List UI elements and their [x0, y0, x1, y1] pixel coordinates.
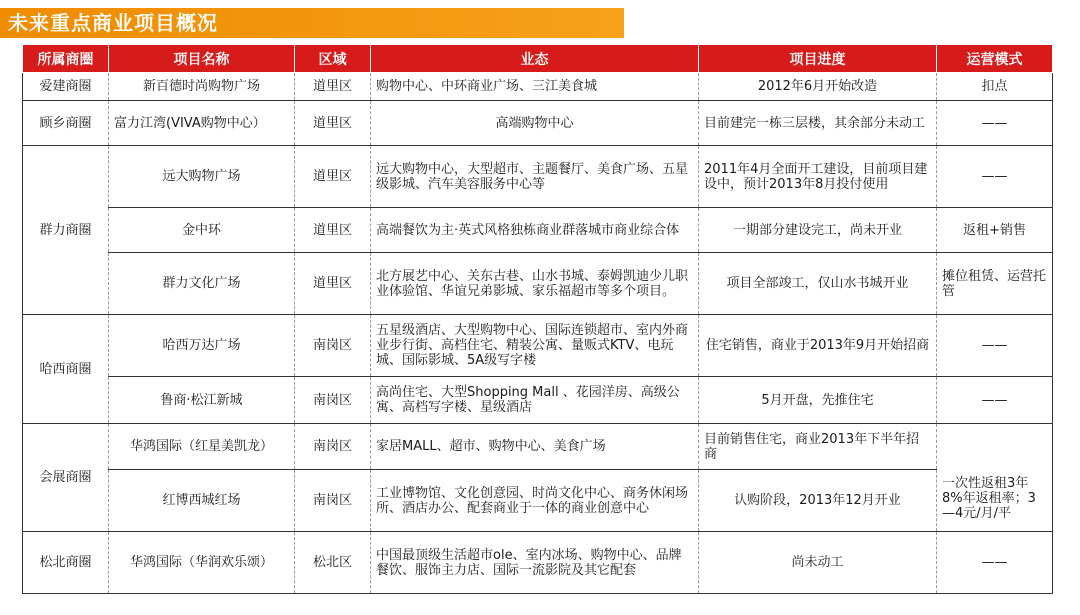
header-district: 区域 — [295, 45, 371, 73]
project-name-cell: 哈西万达广场 — [109, 315, 295, 377]
table-row — [23, 532, 1053, 594]
progress-cell: 目前销售住宅，商业2013年下半年招商 — [699, 424, 937, 470]
business-cell: 远大购物中心，大型超市、主题餐厅、美食广场、五星级影城、汽车美容服务中心等 — [371, 146, 699, 208]
district-cell: 道里区 — [295, 208, 371, 253]
progress-cell: 尚未动工 — [699, 532, 937, 594]
project-name-cell: 华鸿国际（红星美凯龙） — [109, 424, 295, 470]
circle-cell: 顾乡商圈 — [23, 101, 109, 146]
header-name: 项目名称 — [109, 45, 295, 73]
project-name-cell: 群力文化广场 — [109, 253, 295, 315]
project-name-cell: 金中环 — [109, 208, 295, 253]
progress-cell: 目前建完一栋三层楼，其余部分未动工 — [699, 101, 937, 146]
circle-cell: 松北商圈 — [23, 532, 109, 594]
district-cell: 道里区 — [295, 253, 371, 315]
progress-cell: 项目全部竣工，仅山水书城开业 — [699, 253, 937, 315]
circle-cell: 群力商圈 — [23, 146, 109, 315]
progress-cell: 一期部分建设完工，尚未开业 — [699, 208, 937, 253]
progress-cell: 住宅销售，商业于2013年9月开始招商 — [699, 315, 937, 377]
table-row — [23, 253, 1053, 315]
business-cell: 家居MALL、超市、购物中心、美食广场 — [371, 424, 699, 470]
project-name-cell: 富力江湾(VIVA购物中心） — [109, 101, 295, 146]
mode-cell: 返租+销售 — [937, 208, 1053, 253]
circle-cell: 爱建商圈 — [23, 73, 109, 101]
progress-cell: 认购阶段，2013年12月开业 — [699, 470, 937, 532]
table-row — [23, 101, 1053, 146]
district-cell: 道里区 — [295, 146, 371, 208]
mode-cell: 一次性返租3年8%年返租率；3—4元/月/平 — [937, 424, 1053, 532]
project-name-cell: 远大购物广场 — [109, 146, 295, 208]
district-cell: 南岗区 — [295, 377, 371, 424]
project-table — [22, 44, 1053, 594]
mode-cell: —— — [937, 532, 1053, 594]
table-row — [23, 424, 1053, 470]
project-name-cell: 红博西城红场 — [109, 470, 295, 532]
business-cell: 高端餐饮为主·英式风格独栋商业群落城市商业综合体 — [371, 208, 699, 253]
business-cell: 购物中心、中环商业广场、三江美食城 — [371, 73, 699, 101]
district-cell: 南岗区 — [295, 315, 371, 377]
project-name-cell: 新百德时尚购物广场 — [109, 73, 295, 101]
project-name-cell: 华鸿国际（华润欢乐颂） — [109, 532, 295, 594]
header-mode: 运营模式 — [937, 45, 1053, 73]
mode-cell: 扣点 — [937, 73, 1053, 101]
table-row — [23, 208, 1053, 253]
page-title: 未来重点商业项目概况 — [0, 8, 624, 38]
table-row — [23, 146, 1053, 208]
header-progress: 项目进度 — [699, 45, 937, 73]
district-cell: 道里区 — [295, 101, 371, 146]
table-row — [23, 315, 1053, 377]
mode-cell: —— — [937, 101, 1053, 146]
district-cell: 松北区 — [295, 532, 371, 594]
header-business: 业态 — [371, 45, 699, 73]
business-cell: 五星级酒店、大型购物中心、国际连锁超市、室内外商业步行街、高档住宅、精装公寓、量贩式KTV、电玩城、国际影城、5A级写字楼 — [371, 315, 699, 377]
district-cell: 南岗区 — [295, 470, 371, 532]
progress-cell: 5月开盘，先推住宅 — [699, 377, 937, 424]
table-row — [23, 470, 1053, 532]
mode-cell: —— — [937, 146, 1053, 208]
circle-cell: 会展商圈 — [23, 424, 109, 532]
mode-cell: —— — [937, 377, 1053, 424]
mode-cell: 摊位租赁、运营托管 — [937, 253, 1053, 315]
progress-cell: 2011年4月全面开工建设，目前项目建设中，预计2013年8月投付使用 — [699, 146, 937, 208]
circle-cell: 哈西商圈 — [23, 315, 109, 424]
business-cell: 中国最顶级生活超市ole、室内冰场、购物中心、品牌餐饮、服饰主力店、国际一流影院及其它配套 — [371, 532, 699, 594]
project-name-cell: 鲁商·松江新城 — [109, 377, 295, 424]
table-row — [23, 377, 1053, 424]
business-cell: 高端购物中心 — [371, 101, 699, 146]
business-cell: 高尚住宅、大型Shopping Mall 、花园洋房、高级公寓、高档写字楼、星级酒店 — [371, 377, 699, 424]
mode-cell: —— — [937, 315, 1053, 377]
progress-cell: 2012年6月开始改造 — [699, 73, 937, 101]
table-row — [23, 73, 1053, 101]
business-cell: 工业博物馆、文化创意园、时尚文化中心、商务休闲场所、酒店办公、配套商业于一体的商业创意中心 — [371, 470, 699, 532]
header-row — [23, 45, 1053, 73]
business-cell: 北方展艺中心、关东古巷、山水书城、泰姆凯迪少儿职业体验馆、华谊兄弟影城、家乐福超市等多个项目。 — [371, 253, 699, 315]
district-cell: 南岗区 — [295, 424, 371, 470]
header-circle: 所属商圈 — [23, 45, 109, 73]
district-cell: 道里区 — [295, 73, 371, 101]
